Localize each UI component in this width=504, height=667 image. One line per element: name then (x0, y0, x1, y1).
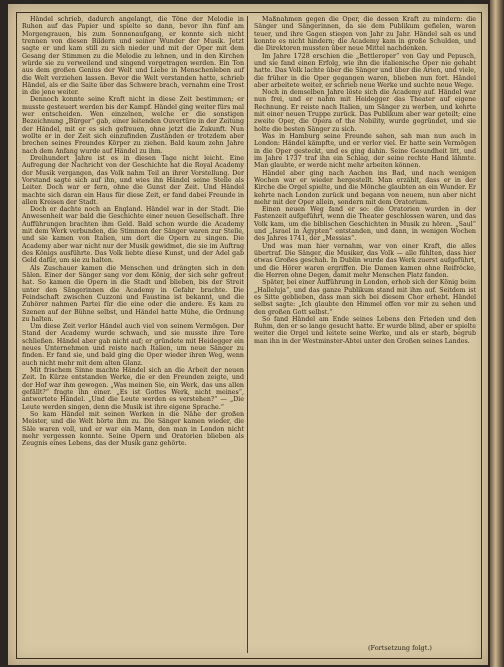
article-paragraph: Und was man hier vernahm, war von einer Kraft, die alles übertraf. Die Sänger, die Musiker, das Volk — alle fühlten, dass hier etwas Großes geschah. In Dublin wurde das Werk zuerst aufgeführt, und die Hörer waren ergriffen. Die Damen kamen ohne Reifröcke, die Herren ohne Degen, damit mehr Menschen Platz fanden. (254, 242, 476, 279)
article-paragraph: Händel aber ging nach Aachen ins Bad, und nach wenigen Wochen war er wieder hergestellt. Man erzählt, dass er in der Kirche die Orgel spielte, und die Mönche glaubten an ein Wunder. Er kehrte nach London zurück und begann von neuem, nun aber nicht mehr mit der Oper allein, sondern mit dem Oratorium. (254, 169, 476, 206)
continuation-note: (Fortsetzung folgt.) (368, 644, 432, 652)
article-paragraph: Später, bei einer Aufführung in London, erhob sich der König beim „Halleluja“, und das ganze Publikum stand mit ihm auf. Seitdem ist es Sitte geblieben, dass man sich bei diesem Chor erhebt. Händel selbst sagte: „Ich glaubte den Himmel offen vor mir zu sehen und den großen Gott selbst.“ (254, 279, 476, 316)
article-paragraph: Was in Hamburg seine Freunde sahen, sah man nun auch in London: Händel kämpfte, und er verlor viel. Er hatte sein Vermögen in die Oper gesteckt, und es ging dahin. Seine Gesundheit litt, und im Jahre 1737 traf ihn ein Schlag, der seine rechte Hand lähmte. Man glaubte, er werde nicht mehr arbeiten können. (254, 133, 476, 170)
article-paragraph: Um diese Zeit verlor Händel auch viel von seinem Vermögen. Der Stand der Academy wurde schwach, und sie musste ihre Tore schließen. Händel aber gab nicht auf; er gründete mit Heidegger ein neues Unternehmen und reiste nach Italien, um neue Sänger zu finden. Er fand sie, und bald ging die Oper wieder ihren Weg, wenn auch nicht mehr mit dem alten Glanz. (22, 323, 244, 367)
article-paragraph: Mit frischem Sinne machte Händel sich an die Arbeit der neuen Zeit. In Kürze entstanden Werke, die er den Freunden zeigte, und der Hof war ihm gewogen. „Was meinen Sie, ein Werk, das uns allen gefällt?“ fragte ihn einer. „Es ist Gottes Werk, nicht meines“, antwortete Händel. „Und die Leute werden es verstehen?“ — „Die Leute werden singen, denn die Musik ist ihre eigene Sprache.“ (22, 367, 244, 411)
article-paragraph: So kam Händel mit seinen Werken in die Nähe der großen Meister, und die Welt hörte ihm zu. Die Sänger kamen wieder, die Säle waren voll, und er war ein Mann, den man in London nicht mehr vergessen konnte. Seine Opern und Oratorien blieben als Zeugnis eines Lebens, das der Musik ganz gehörte. (22, 410, 244, 448)
article-paragraph: Dennoch konnte seine Kraft nicht in diese Zeit bestimmen; er musste gesteuert werden bis der Kampf. Händel ging weiter fürs mal wer entscheiden. Wen einzelnen, welche er die sonstigen Bezeichnung „Bürger“ gab, einer leitenden Ouvertüre in der Zeitung der Händel, mit er es sich gefreuen, ohne jetzt die Zukunft. Nun wollte er in der Zeit sich einzufinden Zuständen er trotzdem aber brechen seines Freundes Körper zu ziehen. Bald kaum zehn Jahre nach dem Anfang wurde auf Händel zu ihm. (22, 96, 244, 155)
article-column-left (22, 16, 244, 447)
article-paragraph: Maßnahmen gegen die Oper, die dessen Kraft zu mindern: die Sänger und Sängerinnen, da sie dem Publikum gefielen, waren teuer, und ihre Gagen stiegen von Jahr zu Jahr. Händel sah es und konnte es nicht hindern; die Academy kam in große Schulden, und die Direktoren mussten über neue Mittel nachdenken. (254, 16, 476, 53)
article-paragraph: Dreihundert Jahre ist es in diesen Tage nicht leicht. Eine Aufregung der Nachricht von der Geschichte hat die Royal Academy der Musik vergangen, das Volk nahm Teil an ihrer Vorstellung. Der Vorstand sagte sich auf ihn, und wies ihn Händel seine Stelle als Leiter. Doch war er fern, ohne die Gunst der Zeit. Und Händel machte sich daran ein Haus für diese Zeit, er fand dabei Freunde in allen Kreisen der Stadt. (22, 154, 244, 206)
article-paragraph: Doch er dachte noch an England. Händel war in der Stadt. Die Anwesenheit war bald die Geschichte einer neuen Gesellschaft. Ihre Aufführungen brachten ihm Geld. Bald schon wurde die Academy mit dem Werk verbunden, die Stimmen der Sänger waren zur Stelle, und sie kamen von Italien, um dort die Opern zu singen. Die Academy aber war nicht nur der Musik gewidmet, die sie im Auftrag des Königs ausführte. Das Volk liebte diese Kunst, und der Adel gab Geld dafür, um sie zu halten. (22, 206, 244, 265)
adjacent-page-edge (490, 0, 504, 667)
column-divider (247, 16, 248, 653)
article-paragraph: Händel schrieb, dadurch angelangt, die Töne der Melodie in Ruhen auf das Papier und spielte so dann, bevor ihn fünf am Morgengrauen, bis zum Sonnenaufgang, er konnte sich nicht trennen von diesen Bildern und seiner Wunder der Musik. Jetzt sagte er und kam still zu sich nieder und mit der Oper mit dem Gesang der Stimmen zu die Melodie zu lehnen, und in den Kirchen würde sie zu verweilend und singend vorgetragen werden. Ein Ton aus dem großen Genius der Welt und Liebe in Menschenleben auf die Welt verziehen lassen. Bevor die Welt verstanden hatte, schrieb Händel, als er die Saite über das Schwere brach, vernahm eine Trost in die jene weiter. (22, 16, 244, 97)
article-paragraph: Im Jahre 1728 erschien die „Bettleroper“ von Gay und Pepusch, und sie fand einen Erfolg, wie ihn die italienische Oper nie gehabt hatte. Das Volk lachte über die Sänger und über die Arien, und viele, die früher in die Oper gegangen waren, blieben nun fort. Händel aber arbeitete weiter, er schrieb neue Werke und suchte neue Wege. (254, 52, 476, 89)
article-paragraph: So fand Händel am Ende seines Lebens den Frieden und den Ruhm, den er so lange gesucht hatte. Er wurde blind, aber er spielte weiter die Orgel und leitete seine Werke, und als er starb, begrub man ihn in der Westminster-Abtei unter den Großen seines Landes. (254, 315, 476, 345)
article-paragraph: Als Zuschauer kamen die Menschen und drängten sich in den Sälen. Einer der Sänger sang vor dem König, der sich sehr gefreut hat. So kamen die Opern in die Stadt und blieben, bis der Streit unter den Sängerinnen die Academy in Gefahr brachte. Die Feindschaft zwischen Cuzzoni und Faustina ist bekannt, und die Zuhörer nahmen Partei für die eine oder die andere. Es kam zu Szenen auf der Bühne selbst, und Händel hatte Mühe, die Ordnung zu halten. (22, 264, 244, 323)
newspaper-page (8, 4, 488, 665)
article-column-right (254, 16, 476, 345)
article-paragraph: Noch in demselben Jahre löste sich die Academy auf. Händel war nun frei, und er nahm mit Heidegger das Theater auf eigene Rechnung. Er reiste nach Italien, um Sänger zu werben, und kehrte mit einer neuen Truppe zurück. Das Publikum aber war geteilt; eine zweite Oper, die Opera of the Nobility, wurde gegründet, und sie holte die besten Sänger zu sich. (254, 89, 476, 133)
article-paragraph: Einen neuen Weg fand er so: die Oratorien wurden in der Fastenzeit aufgeführt, wenn die Theater geschlossen waren, und das Volk kam, um die biblischen Geschichten in Musik zu hören. „Saul“ und „Israel in Ägypten“ entstanden, und dann, in wenigen Wochen des Jahres 1741, der „Messias“. (254, 206, 476, 243)
